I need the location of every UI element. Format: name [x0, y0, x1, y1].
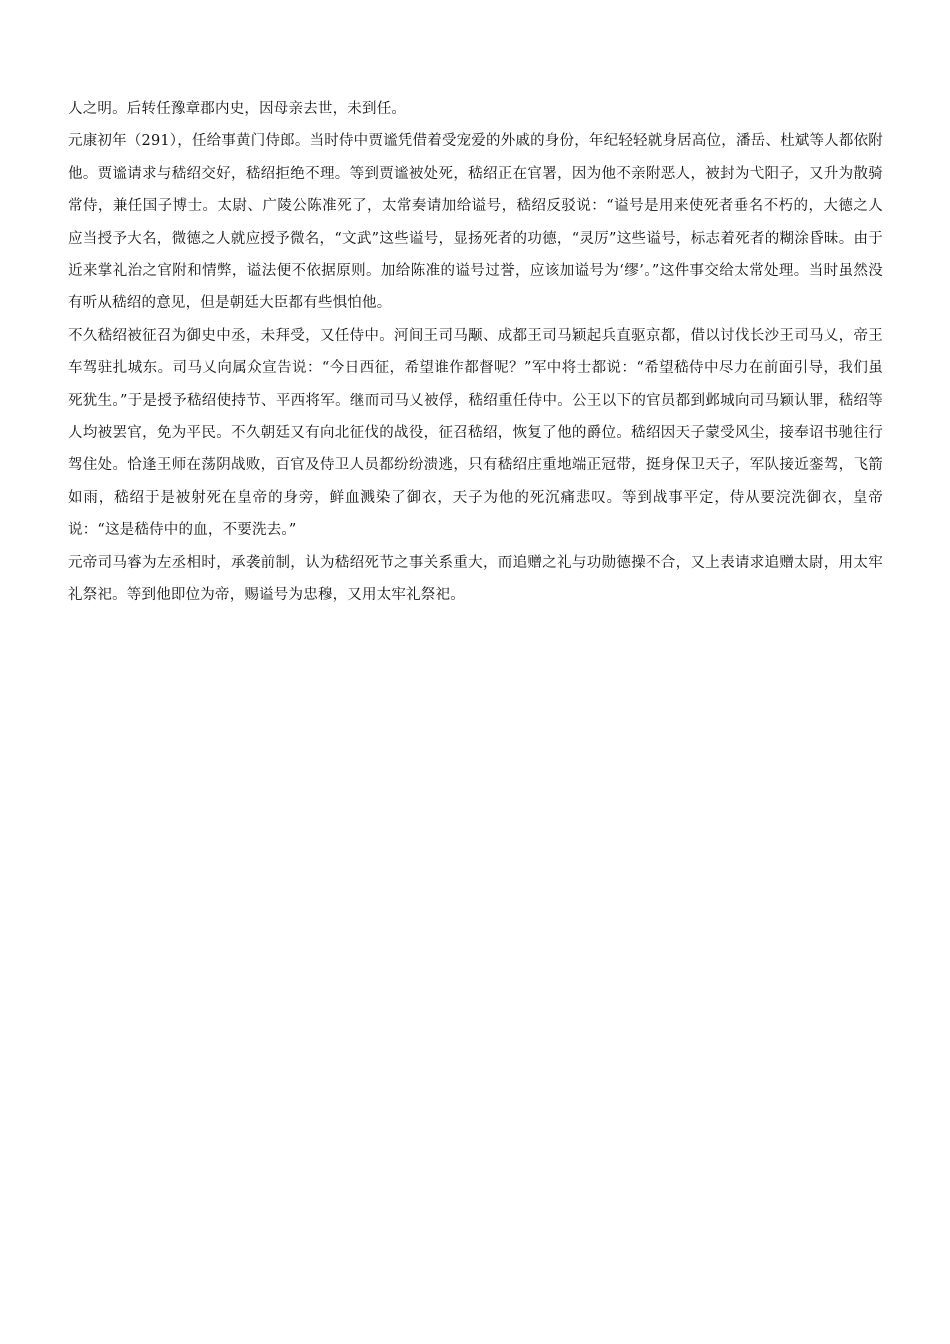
document-page [68, 93, 883, 612]
paragraph-3: 不久嵇绍被征召为御史中丞，未拜受，又任侍中。河间王司马颙、成都王司马颖起兵直驱京都，借以讨伐长沙王司马乂，帝王车驾驻扎城东。司马乂向属众宣告说：“今日西征，希望谁作都督呢？”军中将士都说：“希望嵇侍中尽力在前面引导，我们虽死犹生。”于是授予嵇绍使持节、平西将军。继而司马乂被俘，嵇绍重任侍中。公王以下的官员都到邺城向司马颖认罪，嵇绍等人均被罢官，免为平民。不久朝廷又有向北征伐的战役，征召嵇绍，恢复了他的爵位。嵇绍因天子蒙受风尘，接奉诏书驰往行驾住处。恰逢王师在荡阴战败，百官及侍卫人员都纷纷溃逃，只有嵇绍庄重地端正冠带，挺身保卫天子，军队接近銮驾，飞箭如雨，嵇绍于是被射死在皇帝的身旁，鲜血溅染了御衣，天子为他的死沉痛悲叹。等到战事平定，侍从要浣洗御衣，皇帝说：“这是嵇侍中的血，不要洗去。” [68, 327, 883, 539]
paragraph-4: 元帝司马睿为左丞相时，承袭前制，认为嵇绍死节之事关系重大，而追赠之礼与功勋德操不合，又上表请求追赠太尉，用太牢礼祭祀。等到他即位为帝，赐谥号为忠穆，又用太牢礼祭祀。 [68, 554, 883, 604]
paragraph-1: 人之明。后转任豫章郡内史，因母亲去世，未到任。 [68, 101, 407, 117]
paragraph-2: 元康初年（291），任给事黄门侍郎。当时侍中贾谧凭借着受宠爱的外戚的身份，年纪轻轻就身居高位，潘岳、杜斌等人都依附他。贾谧请求与嵇绍交好，嵇绍拒绝不理。等到贾谧被处死，嵇绍正在官署，因为他不亲附恶人，被封为弋阳子，又升为散骑常侍，兼任国子博士。太尉、广陵公陈准死了，太常奏请加给谥号，嵇绍反驳说：“谥号是用来使死者垂名不朽的，大德之人应当授予大名，微德之人就应授予微名，“文武”这些谥号，显扬死者的功德，“灵厉”这些谥号，标志着死者的糊涂昏昧。由于近来掌礼治之官附和情弊，谥法便不依据原则。加给陈准的谥号过誉，应该加谥号为‘缪’。”这件事交给太常处理。当时虽然没有听从嵇绍的意见，但是朝廷大臣都有些惧怕他。 [68, 133, 883, 312]
